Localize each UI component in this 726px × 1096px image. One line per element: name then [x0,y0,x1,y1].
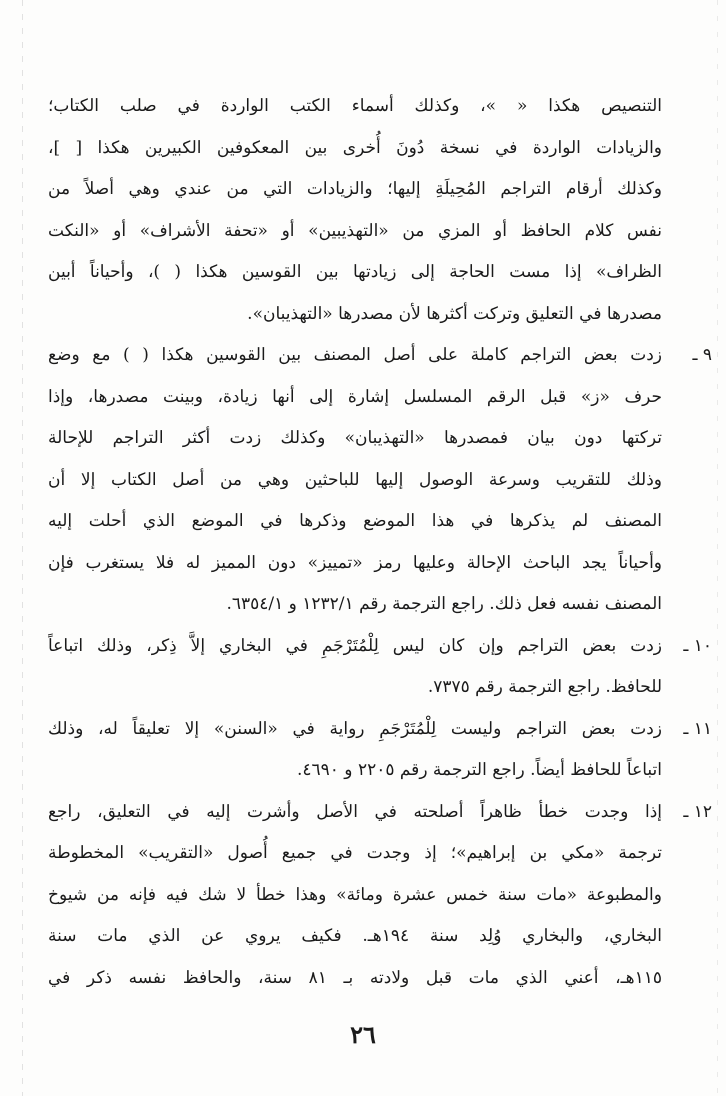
text-line: نفس كلام الحافظ أو المزي من «التهذيبين» أو «تحفة الأشراف» أو «النكت [48,220,662,241]
text-line: للحافظ. راجع الترجمة رقم ٧٣٧٥. [427,677,662,697]
intro-paragraph [48,86,662,335]
text-line: إذا وجدت خطأ ظاهراً أصلحته في الأصل وأشرت إليه في التعليق، راجع [48,801,662,822]
text-line: زدت بعض التراجم وليست لِلْمُتَرْجَمِ رواية في «السنن» إلا تعليقاً له، وذلك [48,718,662,739]
text-line: والمطبوعة «مات سنة خمس عشرة ومائة» وهذا خطأ لا شك فيه فإنه من شيوخ [48,884,662,905]
text-line: البخاري، والبخاري وُلِد سنة ١٩٤هـ. فكيف يروي عن الذي مات سنة [48,926,662,946]
numbered-item-11 [48,709,712,792]
numbered-item-10 [48,626,712,709]
scan-edge-mark [717,0,718,1096]
text-line: الظراف» إذا مست الحاجة إلى زيادتها بين القوسين هكذا ( )، وأحياناً أبين [48,262,662,282]
text-line: حرف «ز» قبل الرقم المسلسل إشارة إلى أنها زيادة، وبينت مصدرها، وإذا [48,386,662,407]
text-line: مصدرها في التعليق وتركت أكثرها لأن مصدرها «التهذيبان». [247,303,662,324]
text-line: وكذلك أرقام التراجم المُحِيلَةِ إليها؛ والزيادات التي من عندي وهي أصلاً من [48,179,662,199]
text-line: والزيادات الواردة في نسخة دُونَ أُخرى بين المعكوفين الكبيرين هكذا [ ]، [48,137,662,158]
text-line: ترجمة «مكي بن إبراهيم»؛ إذ وجدت في جميع أُصول «التقريب» المخطوطة [48,843,662,863]
item-number: ٩ ـ [692,345,712,365]
page-body [48,86,712,999]
item-number: ١٠ ـ [683,635,712,656]
text-line: المصنف نفسه فعل ذلك. راجع الترجمة رقم ١٢٣٢/١ و ٦٣٥٤/١. [226,594,662,614]
text-line: وأحياناً يجد الباحث الإحالة وعليها رمز «تمييز» دون المميز له فلا يستغرب فإن [48,552,662,573]
text-line: تركتها دون بيان فمصدرها «التهذيبان» وكذلك زدت أكثر التراجم للإحالة [48,428,662,448]
item-number: ١٢ ـ [683,801,712,822]
scan-edge-mark [22,0,23,1096]
page-number: ٢٦ [350,1020,376,1049]
text-line: ١١٥هـ، أعني الذي مات قبل ولادته بـ ٨١ سنة، والحافظ نفسه ذكر في [48,967,662,988]
text-line: وذلك للتقريب وسرعة الوصول إليها للباحثين وهي من أصل الكتاب إلا أن [48,469,662,490]
text-line: زدت بعض التراجم كاملة على أصل المصنف بين القوسين هكذا ( ) مع وضع [48,345,662,365]
numbered-item-12 [48,792,712,1000]
numbered-item-9 [48,335,712,626]
text-line: المصنف لم يذكرها في هذا الموضع وذكرها في الموضع الذي أحلت إليه [48,511,662,531]
numbered-items [48,335,712,999]
item-number: ١١ ـ [683,718,712,739]
text-line: زدت بعض التراجم وإن كان ليس لِلْمُتَرْجَمِ في البخاري إلاَّ ذِكر، وذلك اتباعاً [48,635,662,656]
text-line: التنصيص هكذا « »، وكذلك أسماء الكتب الواردة في صلب الكتاب؛ [48,96,662,116]
text-line: اتباعاً للحافظ أيضاً. راجع الترجمة رقم ٢٢٠٥ و ٤٦٩٠. [296,760,662,780]
